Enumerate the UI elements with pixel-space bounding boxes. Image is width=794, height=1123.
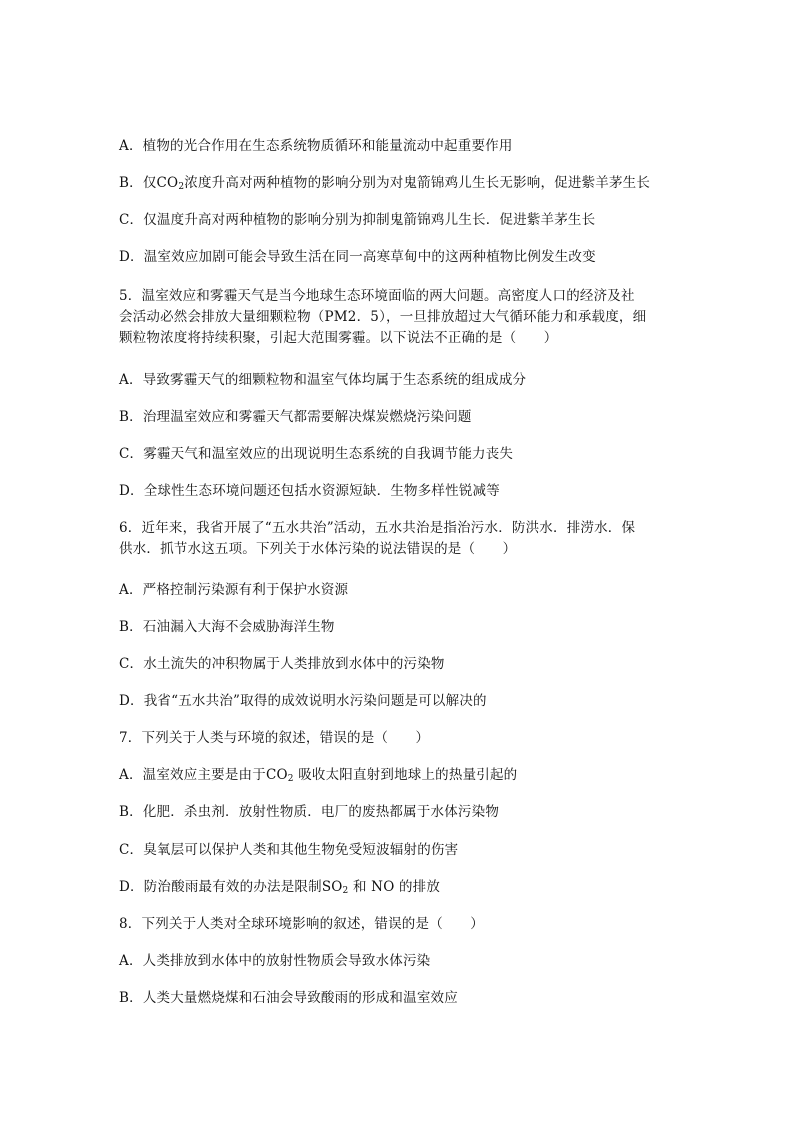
question-6-stem: [119, 518, 679, 560]
question-5-stem: [119, 286, 679, 349]
question-6-option-b: B．石油漏入大海不会威胁海洋生物: [119, 619, 335, 635]
option-d-prev: D．温室效应加剧可能会导致生活在同一高寒草甸中的这两种植物比例发生改变: [119, 249, 596, 265]
question-6-option-c: C．水土流失的冲积物属于人类排放到水体中的污染物: [119, 656, 445, 672]
question-6-stem-line: 供水．抓节水这五项。下列关于水体污染的说法错误的是（ ）: [119, 541, 517, 557]
question-5-option-a: A．导致雾霾天气的细颗粒物和温室气体均属于生态系统的组成成分: [119, 372, 527, 388]
question-7-stem: 7．下列关于人类与环境的叙述，错误的是（ ）: [119, 730, 430, 746]
option-c-prev: C．仅温度升高对两种植物的影响分别为抑制鬼箭锦鸡儿生长．促进紫羊茅生长: [119, 212, 596, 228]
question-7-option-a-text-rest: 吸收太阳直射到地球上的热量引起的: [298, 767, 518, 783]
question-6-option-a: A．严格控制污染源有利于保护水资源: [119, 582, 349, 598]
option-b-prev-text-rest: 浓度升高对两种植物的影响分别为对鬼箭锦鸡儿生长无影响，促进紫羊茅生长: [184, 175, 651, 191]
question-7-option-c: C．臭氧层可以保护人类和其他生物免受短波辐射的伤害: [119, 842, 459, 858]
question-7-option-d-text: D．防治酸雨最有效的办法是限制SO: [119, 879, 343, 895]
question-5-option-b: B．治理温室效应和雾霾天气都需要解决煤炭燃烧污染问题: [119, 409, 472, 425]
question-5-option-c: C．雾霾天气和温室效应的出现说明生态系统的自我调节能力丧失: [119, 446, 514, 462]
question-5-option-d: D．全球性生态环境问题还包括水资源短缺．生物多样性锐减等: [119, 483, 500, 499]
question-7-option-b: B．化肥．杀虫剂．放射性物质．电厂的废热都属于水体污染物: [119, 804, 500, 820]
question-7-option-d: [119, 877, 689, 897]
co2-subscript: 2: [178, 182, 185, 192]
question-6-stem-line: 6．近年来，我省开展了“五水共治”活动，五水共治是指治污水．防洪水．排涝水．保: [119, 520, 636, 536]
question-5-stem-line: 颗粒物浓度将持续积聚，引起大范围雾霾。以下说法不正确的是（ ）: [119, 330, 558, 346]
question-5-stem-line: 会活动必然会排放大量细颗粒物（PM2．5），一旦排放超过大气循环能力和承载度，细: [119, 309, 647, 325]
question-8-stem: 8．下列关于人类对全球环境影响的叙述，错误的是（ ）: [119, 916, 484, 932]
question-6-option-d: D．我省“五水共治”取得的成效说明水污染问题是可以解决的: [119, 693, 487, 709]
question-8-option-a: A．人类排放到水体中的放射性物质会导致水体污染: [119, 953, 431, 969]
co2-subscript: 2: [287, 774, 294, 784]
option-b-prev: [119, 173, 689, 193]
option-a-prev: A．植物的光合作用在生态系统物质循环和能量流动中起重要作用: [119, 138, 513, 154]
question-5-stem-line: 5．温室效应和雾霾天气是当今地球生态环境面临的两大问题。高密度人口的经济及社: [119, 288, 635, 304]
question-7-option-a-text: A．温室效应主要是由于CO: [119, 767, 288, 783]
option-b-prev-text: B．仅CO: [119, 175, 179, 191]
question-7-option-d-text-rest: 和 NO 的排放: [352, 879, 441, 895]
so2-subscript: 2: [342, 886, 349, 896]
question-7-option-a: [119, 765, 689, 785]
question-8-option-b: B．人类大量燃烧煤和石油会导致酸雨的形成和温室效应: [119, 990, 458, 1006]
